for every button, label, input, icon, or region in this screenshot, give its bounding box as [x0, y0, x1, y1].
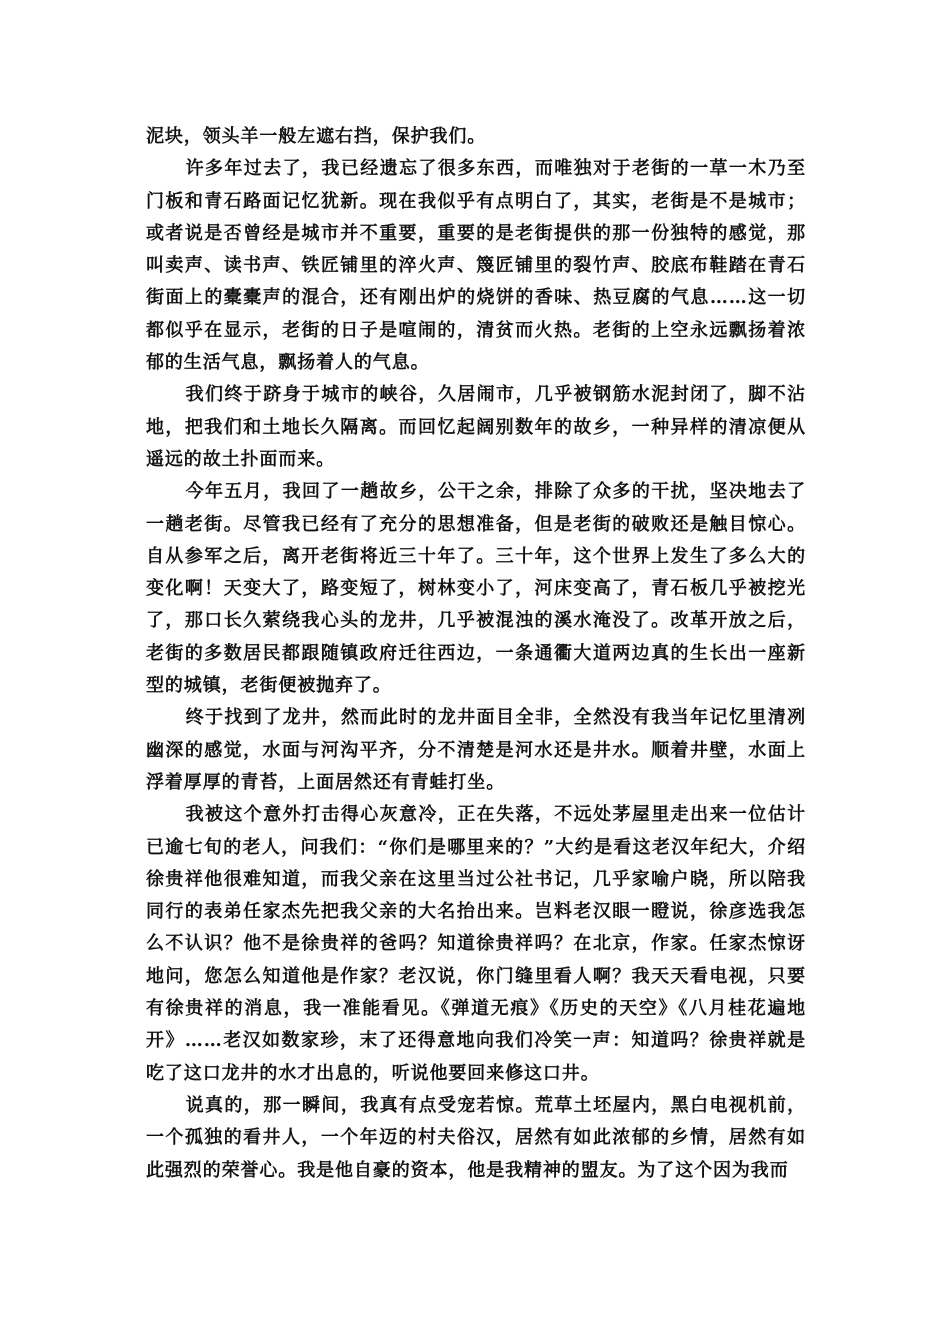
- paragraph-continued: 泥块，领头羊一般左遮右挡，保护我们。: [146, 126, 487, 147]
- article-body: [146, 121, 806, 1187]
- paragraph-old-street-memory: 许多年过去了，我已经遗忘了很多东西，而唯独对于老街的一草一木乃至门板和青石路面记忆犹新。现在我似乎有点明白了，其实，老街是不是城市；或者说是否曾经是城市并不重要，重要的是老街提供的那一份独特的感觉，那叫卖声、读书声、铁匠铺里的淬火声、篾匠铺里的裂竹声、胶底布鞋踏在青石街面上的橐橐声的混合，还有刚出炉的烧饼的香味、热豆腐的气息……这一切都似乎在显示，老街的日子是喧闹的，清贫而火热。老街的上空永远飘扬着浓郁的生活气息，飘扬着人的气息。: [146, 158, 806, 374]
- paragraph-flattered: 说真的，那一瞬间，我真有点受宠若惊。荒草土坯屋内，黑白电视机前，一个孤独的看井人，一个年迈的村夫俗汉，居然有如此浓郁的乡情，居然有如此强烈的荣誉心。我是他自豪的资本，他是我精神的盟友。为了这个因为我而: [146, 1094, 806, 1181]
- paragraph-city-life: 我们终于跻身于城市的峡谷，久居闹市，几乎被钢筋水泥封闭了，脚不沾地，把我们和土地长久隔离。而回忆起阔别数年的故乡，一种异样的清凉便从遥远的故土扑面而来。: [146, 384, 806, 470]
- paragraph-return-home: 今年五月，我回了一趟故乡，公干之余，排除了众多的干扰，坚决地去了一趟老街。尽管我已经有了充分的思想准备，但是老街的破败还是触目惊心。自从参军之后，离开老街将近三十年了。三十年，这个世界上发生了多么大的变化啊！天变大了，路变短了，树林变小了，河床变高了，青石板几乎被挖光了，那口长久萦绕我心头的龙井，几乎被混浊的溪水淹没了。改革开放之后，老街的多数居民都跟随镇政府迁往西边，一条通衢大道两边真的生长出一座新型的城镇，老街便被抛弃了。: [146, 481, 806, 697]
- paragraph-dragon-well: 终于找到了龙井，然而此时的龙井面目全非，全然没有我当年记忆里清冽幽深的感觉，水面与河沟平齐，分不清楚是河水还是井水。顺着井壁，水面上浮着厚厚的青苔，上面居然还有青蛙打坐。: [146, 707, 806, 793]
- paragraph-old-man: 我被这个意外打击得心灰意冷，正在失落，不远处茅屋里走出来一位估计已逾七旬的老人，问我们：“你们是哪里来的？”大约是看这老汉年纪大，介绍徐贵祥他很难知道，而我父亲在这里当过公社书记，几乎家喻户晓，所以陪我同行的表弟任家杰先把我父亲的大名抬出来。岂料老汉眼一瞪说，徐彦选我怎么不认识？他不是徐贵祥的爸吗？知道徐贵祥吗？在北京，作家。任家杰惊讶地问，您怎么知道他是作家？老汉说，你门缝里看人啊？我天天看电视，只要有徐贵祥的消息，我一准能看见。《弹道无痕》《历史的天空》《八月桂花遍地开》……老汉如数家珍，末了还得意地向我们冷笑一声：知道吗？徐贵祥就是吃了这口龙井的水才出息的，听说他要回来修这口井。: [146, 804, 806, 1084]
